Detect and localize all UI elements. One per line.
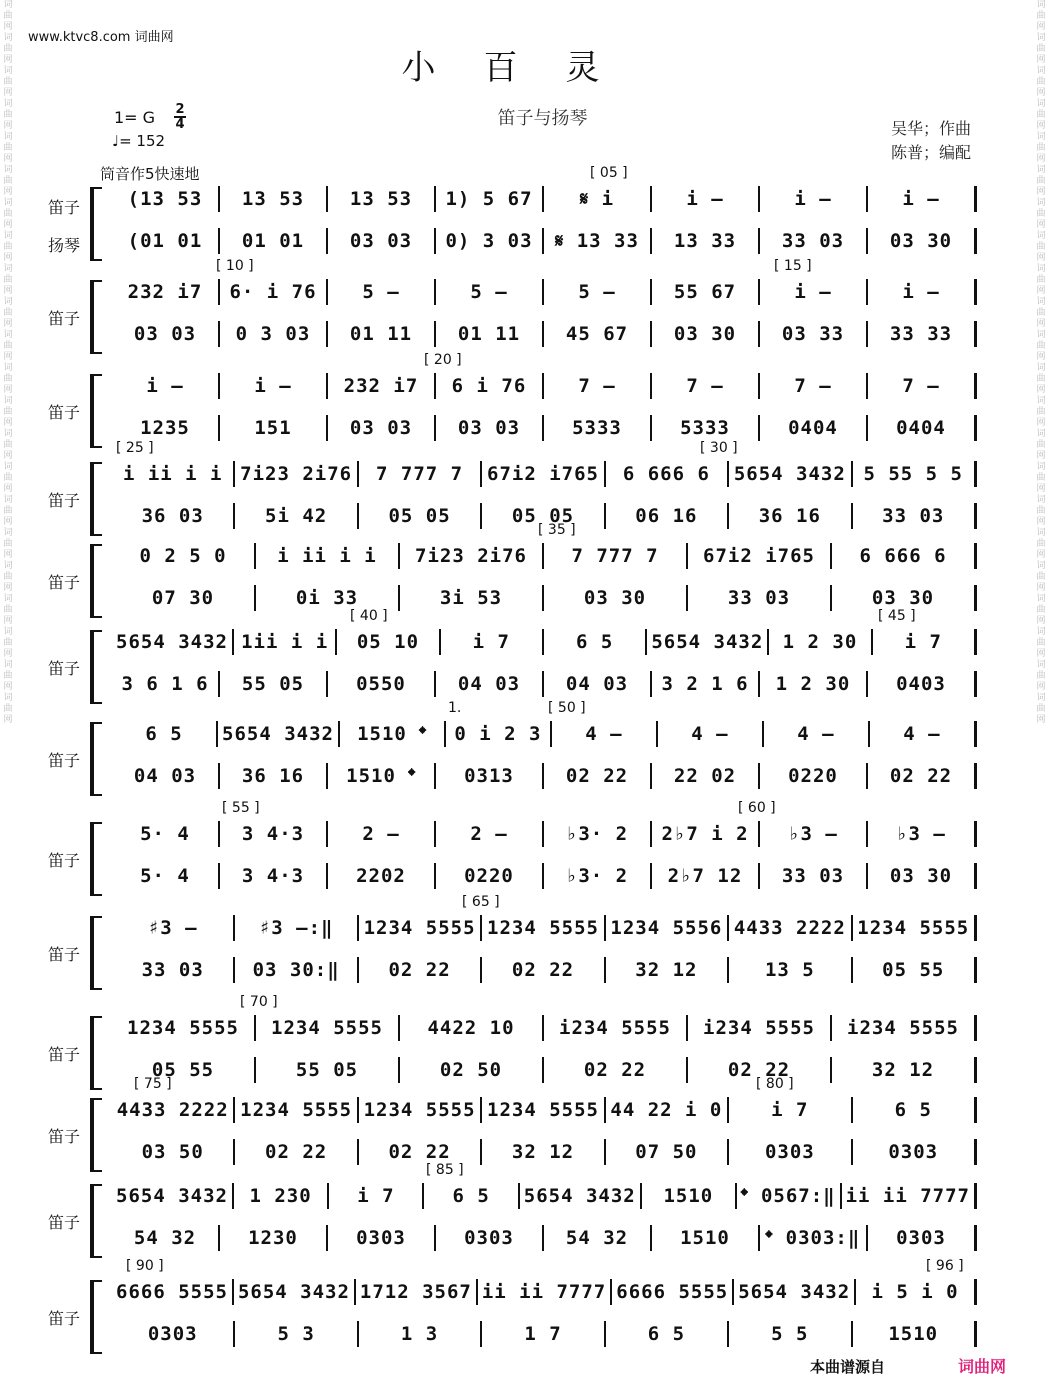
measure-number: 1. [448, 700, 462, 716]
system-bracket [90, 1280, 102, 1354]
measure: 0 2 5 0 [112, 543, 256, 569]
measure: 22 02 [652, 763, 760, 789]
measure: 1234 5555 [359, 1097, 482, 1123]
measure: 1 230 [234, 1183, 329, 1209]
measure: i 7 [873, 629, 977, 655]
measure: ii ii 7777 [842, 1183, 977, 1209]
system-bracket [90, 374, 102, 448]
lower-staff [112, 320, 977, 348]
measure: 1234 5555 [482, 1097, 605, 1123]
measure: 5 – [436, 279, 544, 305]
measure: 5654 3432 [734, 1279, 856, 1305]
measure: i ii i i [112, 461, 235, 487]
measure-number: [ 55 ] [222, 800, 260, 816]
measure: 𝄌 0303:‖ [760, 1225, 868, 1251]
measure: 4433 2222 [112, 1097, 235, 1123]
measure: ♯3 – [112, 915, 235, 941]
measure: 5654 3432 [112, 1183, 234, 1209]
measure: 02 50 [400, 1057, 544, 1083]
measure-number: [ 40 ] [350, 608, 388, 624]
measure: 0303 [328, 1225, 436, 1251]
measure: 01 11 [436, 321, 544, 347]
measure: 1234 5555 [853, 915, 977, 941]
measure: 3i 53 [400, 585, 544, 611]
measure: 5· 4 [112, 821, 220, 847]
measure: i234 5555 [832, 1015, 977, 1041]
measure-number: [ 75 ] [134, 1076, 172, 1092]
measure: 02 22 [235, 1139, 358, 1165]
measure: 6 666 6 [832, 543, 977, 569]
measure: 01 01 [220, 228, 328, 254]
measure: 03 03 [436, 415, 544, 441]
measure: 02 22 [359, 1139, 482, 1165]
instrument-label: 笛子 [48, 659, 81, 678]
measure: 04 03 [544, 671, 652, 697]
measure: 6666 5555 [612, 1279, 734, 1305]
measure: 33 03 [112, 957, 235, 983]
upper-staff [112, 542, 977, 570]
measure-number: [ 65 ] [462, 894, 500, 910]
upper-staff [112, 372, 977, 400]
upper-staff [112, 914, 977, 942]
measure: 4 – [764, 721, 870, 747]
measure: 32 12 [832, 1057, 977, 1083]
measure: 36 03 [112, 503, 235, 529]
measure: 7 777 7 [359, 461, 482, 487]
lower-staff [112, 1320, 977, 1348]
measure: 55 05 [256, 1057, 400, 1083]
system-bracket [90, 822, 102, 896]
time-signature [174, 103, 186, 131]
measure: 𝄋 13 33 [544, 228, 652, 254]
measure: 05 05 [482, 503, 605, 529]
instrument-label: 笛子 [48, 851, 81, 870]
measure: i – [868, 186, 977, 212]
measure: 7 – [760, 373, 868, 399]
time-sig-bottom: 4 [175, 117, 185, 132]
measure: 05 05 [359, 503, 482, 529]
measure: 1230 [220, 1225, 328, 1251]
instrument-label: 笛子 [48, 945, 81, 964]
measure-number: [ 60 ] [738, 800, 776, 816]
measure: 02 22 [868, 763, 977, 789]
lower-staff [112, 1138, 977, 1166]
system-bracket [90, 1184, 102, 1258]
measure: 2♭7 12 [652, 863, 760, 889]
measure: 4433 2222 [729, 915, 852, 941]
measure: 0404 [760, 415, 868, 441]
measure: 67i2 i765 [482, 461, 605, 487]
measure: 𝄌 0567:‖ [737, 1183, 842, 1209]
arranger-credit: 陈普；编配 [890, 143, 971, 162]
measure-number: [ 45 ] [878, 608, 916, 624]
measure: 67i2 i765 [688, 543, 832, 569]
measure: 13 33 [652, 228, 760, 254]
upper-staff [112, 278, 977, 306]
measure: 32 12 [482, 1139, 605, 1165]
measure: 1510 𝄌 [328, 763, 436, 789]
measure: 1234 5555 [112, 1015, 256, 1041]
measure: 13 5 [729, 957, 852, 983]
side-watermark-left: 词曲网词曲网词曲网词曲网词曲网词曲网词曲网词曲网词曲网词曲网词曲网词曲网词曲网词曲网词曲网词曲网词曲网词曲网词曲网词曲网词曲网词曲网 [3, 0, 13, 725]
measure: 03 50 [112, 1139, 235, 1165]
measure-number: [ 80 ] [756, 1076, 794, 1092]
lower-staff [112, 956, 977, 984]
measure: 33 03 [760, 863, 868, 889]
measure: 1234 5555 [235, 1097, 358, 1123]
instrument-label: 笛子 [48, 1309, 81, 1328]
measure: 1234 5556 [606, 915, 729, 941]
measure-number: [ 15 ] [774, 258, 812, 274]
measure: 6 666 6 [606, 461, 729, 487]
instrument-label: 笛子 [48, 1127, 81, 1146]
measure: 02 22 [544, 1057, 688, 1083]
lower-staff [112, 670, 977, 698]
measure: i ii i i [256, 543, 400, 569]
measure: 7i23 2i76 [235, 461, 358, 487]
measure: (13 53 [112, 186, 220, 212]
measure: 5333 [544, 415, 652, 441]
measure: 2 – [328, 821, 436, 847]
measure: 6 5 [544, 629, 647, 655]
measure: 5 5 [729, 1321, 852, 1347]
lower-staff [112, 584, 977, 612]
measure: 0303 [853, 1139, 977, 1165]
measure: 4 – [870, 721, 977, 747]
measure: 45 67 [544, 321, 652, 347]
measure: 0313 [436, 763, 544, 789]
measure: i – [652, 186, 760, 212]
measure: 0403 [868, 671, 977, 697]
upper-staff [112, 1014, 977, 1042]
measure: 36 16 [729, 503, 852, 529]
measure: 0303 [729, 1139, 852, 1165]
measure: 0220 [436, 863, 544, 889]
footer-source: 本曲谱源自 [810, 1358, 886, 1376]
measure: i 7 [441, 629, 544, 655]
measure-number: [ 30 ] [700, 440, 738, 456]
composer-credit: 吴华；作曲 [890, 119, 971, 138]
system-bracket [90, 916, 102, 990]
page-title: 小百灵 [401, 48, 648, 88]
measure: 232 i7 [328, 373, 436, 399]
measure: 7 – [544, 373, 652, 399]
side-watermark-right: 词曲网词曲网词曲网词曲网词曲网词曲网词曲网词曲网词曲网词曲网词曲网词曲网词曲网词曲网词曲网词曲网词曲网词曲网词曲网词曲网词曲网词曲网 [1036, 0, 1046, 725]
measure: 6 5 [112, 721, 218, 747]
measure: ♭3 – [868, 821, 977, 847]
measure: 07 50 [606, 1139, 729, 1165]
measure: 0 i 2 3 [446, 721, 552, 747]
lower-staff [112, 227, 977, 255]
measure: 0220 [760, 763, 868, 789]
measure: 1 2 30 [760, 671, 868, 697]
measure: 01 11 [328, 321, 436, 347]
measure: 3 4·3 [220, 821, 328, 847]
system-bracket [90, 280, 102, 354]
measure: 7 – [652, 373, 760, 399]
upper-staff [112, 185, 977, 213]
key-signature: 1= G [114, 108, 156, 127]
lower-staff [112, 1056, 977, 1084]
measure: 2202 [328, 863, 436, 889]
measure: 7i23 2i76 [400, 543, 544, 569]
instrument-label: 笛子 [48, 1045, 81, 1064]
measure: 5 – [544, 279, 652, 305]
measure: 4 – [552, 721, 658, 747]
measure: 6 i 76 [436, 373, 544, 399]
measure: 03 03 [112, 321, 220, 347]
system-bracket [90, 1016, 102, 1090]
measure: 03 30 [652, 321, 760, 347]
upper-staff [112, 628, 977, 656]
upper-staff [112, 720, 977, 748]
upper-staff [112, 820, 977, 848]
instrument-label: 笛子 [48, 491, 81, 510]
measure: 6 5 [853, 1097, 977, 1123]
measure: 02 22 [482, 957, 605, 983]
measure: 6· i 76 [220, 279, 328, 305]
measure: (01 01 [112, 228, 220, 254]
measure: 06 16 [606, 503, 729, 529]
measure-number: [ 70 ] [240, 994, 278, 1010]
measure: 02 22 [688, 1057, 832, 1083]
instrument-label: 笛子 [48, 573, 81, 592]
system-bracket [90, 1098, 102, 1172]
measure: 5 – [328, 279, 436, 305]
measure: 232 i7 [112, 279, 220, 305]
measure: 6 5 [606, 1321, 729, 1347]
measure: 03 33 [760, 321, 868, 347]
measure: 2 – [436, 821, 544, 847]
measure: 5 3 [235, 1321, 358, 1347]
measure: 4422 10 [400, 1015, 544, 1041]
measure: 03 30:‖ [235, 957, 358, 983]
instrument-label: 笛子 [48, 1213, 81, 1232]
measure: i 5 i 0 [856, 1279, 977, 1305]
measure: 0) 3 03 [436, 228, 544, 254]
instrument-label-2: 扬琴 [48, 236, 81, 255]
measure: 04 03 [436, 671, 544, 697]
measure-number: [ 05 ] [590, 165, 628, 181]
measure: 02 22 [544, 763, 652, 789]
measure: 0303 [436, 1225, 544, 1251]
upper-staff [112, 460, 977, 488]
measure: 1ii i i [234, 629, 337, 655]
measure: 5654 3432 [729, 461, 852, 487]
measure: 1510 𝄌 [340, 721, 446, 747]
measure: 1510 [642, 1183, 737, 1209]
measure: 0550 [328, 671, 436, 697]
measure: 33 03 [760, 228, 868, 254]
measure-number: [ 20 ] [424, 352, 462, 368]
measure: 1234 5555 [359, 915, 482, 941]
measure: ii ii 7777 [478, 1279, 612, 1305]
lower-staff [112, 1224, 977, 1252]
measure: 05 10 [337, 629, 440, 655]
measure: 03 03 [328, 415, 436, 441]
measure: i – [220, 373, 328, 399]
instrument-label: 笛子 [48, 403, 81, 422]
measure-number: [ 50 ] [548, 700, 586, 716]
measure: ♭3 – [760, 821, 868, 847]
measure: 55 05 [220, 671, 328, 697]
measure: 05 55 [112, 1057, 256, 1083]
system-bracket [90, 462, 102, 536]
measure: 03 30 [868, 228, 977, 254]
measure: 32 12 [606, 957, 729, 983]
instrument-label: 笛子 [48, 751, 81, 770]
measure: 3 2 1 6 [652, 671, 760, 697]
measure: 151 [220, 415, 328, 441]
measure: 03 30 [868, 863, 977, 889]
measure: 0 3 03 [220, 321, 328, 347]
measure: 44 22 i 0 [606, 1097, 729, 1123]
measure: i234 5555 [688, 1015, 832, 1041]
subtitle: 笛子与扬琴 [497, 108, 588, 129]
lower-staff [112, 762, 977, 790]
measure: 1 3 [359, 1321, 482, 1347]
measure: 1 2 30 [769, 629, 872, 655]
measure: 05 55 [853, 957, 977, 983]
measure: 3 6 1 6 [112, 671, 220, 697]
measure: 5333 [652, 415, 760, 441]
measure-number: [ 10 ] [216, 258, 254, 274]
measure: 1712 3567 [356, 1279, 478, 1305]
instrument-label: 笛子 [48, 198, 81, 217]
measure: i – [760, 279, 868, 305]
measure: 1510 [652, 1225, 760, 1251]
measure: 𝄋 i [544, 186, 652, 212]
measure: 33 33 [868, 321, 977, 347]
measure: 36 16 [220, 763, 328, 789]
measure: 7 777 7 [544, 543, 688, 569]
measure: 6666 5555 [112, 1279, 234, 1305]
system-bracket [90, 722, 102, 796]
measure: 5654 3432 [520, 1183, 642, 1209]
performance-note: 筒音作5快速地 [100, 165, 200, 183]
measure-number: [ 90 ] [126, 1258, 164, 1274]
measure: i – [760, 186, 868, 212]
measure: 1 7 [482, 1321, 605, 1347]
measure: i – [868, 279, 977, 305]
measure: 0303 [112, 1321, 235, 1347]
measure: 04 03 [112, 763, 220, 789]
measure: i 7 [729, 1097, 852, 1123]
measure: 03 03 [328, 228, 436, 254]
system-bracket [90, 544, 102, 618]
measure: ♭3· 2 [544, 821, 652, 847]
measure: 0404 [868, 415, 977, 441]
measure: 5 55 5 5 [853, 461, 977, 487]
measure: 4 – [658, 721, 764, 747]
measure: 6 5 [424, 1183, 519, 1209]
measure: 0303 [868, 1225, 977, 1251]
measure: ♯3 –:‖ [235, 915, 358, 941]
measure: 1) 5 67 [436, 186, 544, 212]
measure: 1235 [112, 415, 220, 441]
footer-logo[interactable]: 词曲网 [958, 1357, 1007, 1376]
upper-staff [112, 1096, 977, 1124]
measure: 5i 42 [235, 503, 358, 529]
measure: 5· 4 [112, 863, 220, 889]
measure: 33 03 [688, 585, 832, 611]
system-bracket [90, 187, 102, 261]
measure: 13 53 [220, 186, 328, 212]
lower-staff [112, 862, 977, 890]
lower-staff [112, 414, 977, 442]
measure: 03 30 [544, 585, 688, 611]
measure: i 7 [329, 1183, 424, 1209]
measure: 1234 5555 [482, 915, 605, 941]
measure: 0i 33 [256, 585, 400, 611]
measure-number: [ 25 ] [116, 440, 154, 456]
system-bracket [90, 630, 102, 704]
measure: 5654 3432 [647, 629, 769, 655]
measure: 54 32 [112, 1225, 220, 1251]
upper-staff [112, 1182, 977, 1210]
site-url[interactable]: www.ktvc8.com 词曲网 [28, 30, 174, 45]
measure: 5654 3432 [234, 1279, 356, 1305]
tempo-marking: ♩= 152 [112, 132, 166, 150]
measure: 07 30 [112, 585, 256, 611]
measure: 1234 5555 [256, 1015, 400, 1041]
measure: 1510 [853, 1321, 977, 1347]
measure: 5654 3432 [112, 629, 234, 655]
upper-staff [112, 1278, 977, 1306]
measure: i234 5555 [544, 1015, 688, 1041]
measure: 54 32 [544, 1225, 652, 1251]
measure: 2♭7 i 2 [652, 821, 760, 847]
measure-number: [ 96 ] [926, 1258, 964, 1274]
time-sig-top: 2 [175, 102, 185, 117]
measure: 13 53 [328, 186, 436, 212]
measure: 02 22 [359, 957, 482, 983]
measure: 33 03 [853, 503, 977, 529]
measure: i – [112, 373, 220, 399]
measure: 3 4·3 [220, 863, 328, 889]
measure: 03 30 [832, 585, 977, 611]
measure: 55 67 [652, 279, 760, 305]
measure-number: [ 35 ] [538, 522, 576, 538]
instrument-label: 笛子 [48, 309, 81, 328]
measure: ♭3· 2 [544, 863, 652, 889]
measure-number: [ 85 ] [426, 1162, 464, 1178]
measure: 5654 3432 [218, 721, 340, 747]
measure: 7 – [868, 373, 977, 399]
